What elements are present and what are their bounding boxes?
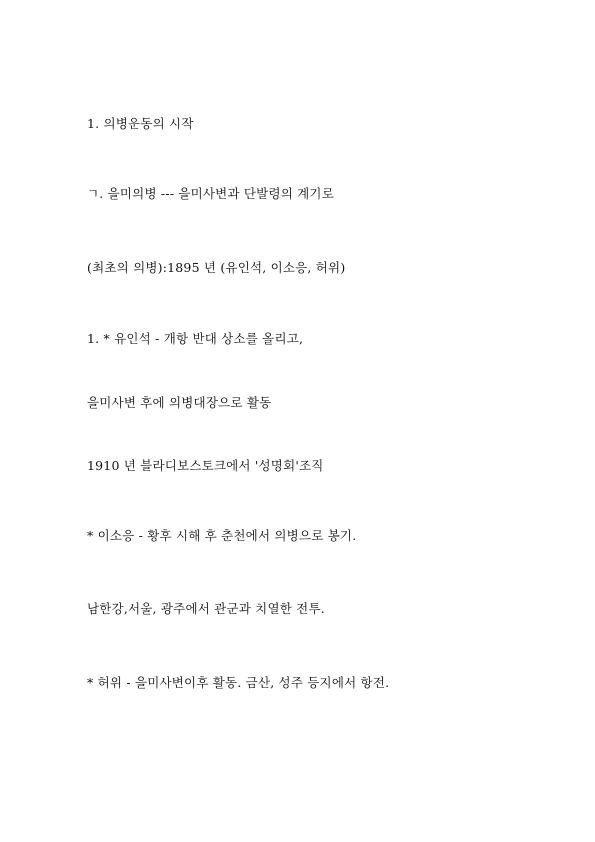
text-line: 1. * 유인석 - 개항 반대 상소를 올리고,: [87, 331, 304, 346]
text-line: 남한강,서울, 광주에서 관군과 치열한 전투.: [87, 601, 325, 616]
text-line: * 허위 - 을미사변이후 활동. 금산, 성주 등지에서 항전.: [87, 675, 390, 690]
text-line: 을미사변 후에 의병대장으로 활동: [87, 395, 272, 410]
subsection-heading: ㄱ. 을미의병 --- 을미사변과 단발령의 계기로: [87, 186, 334, 201]
section-heading: 1. 의병운동의 시작: [87, 116, 194, 131]
text-line: (최초의 의병):1895 년 (유인석, 이소응, 허위): [87, 260, 346, 275]
text-line: * 이소응 - 황후 시해 후 춘천에서 의병으로 봉기.: [87, 528, 357, 543]
text-line: 1910 년 블라디보스토크에서 '성명회'조직: [87, 458, 324, 473]
